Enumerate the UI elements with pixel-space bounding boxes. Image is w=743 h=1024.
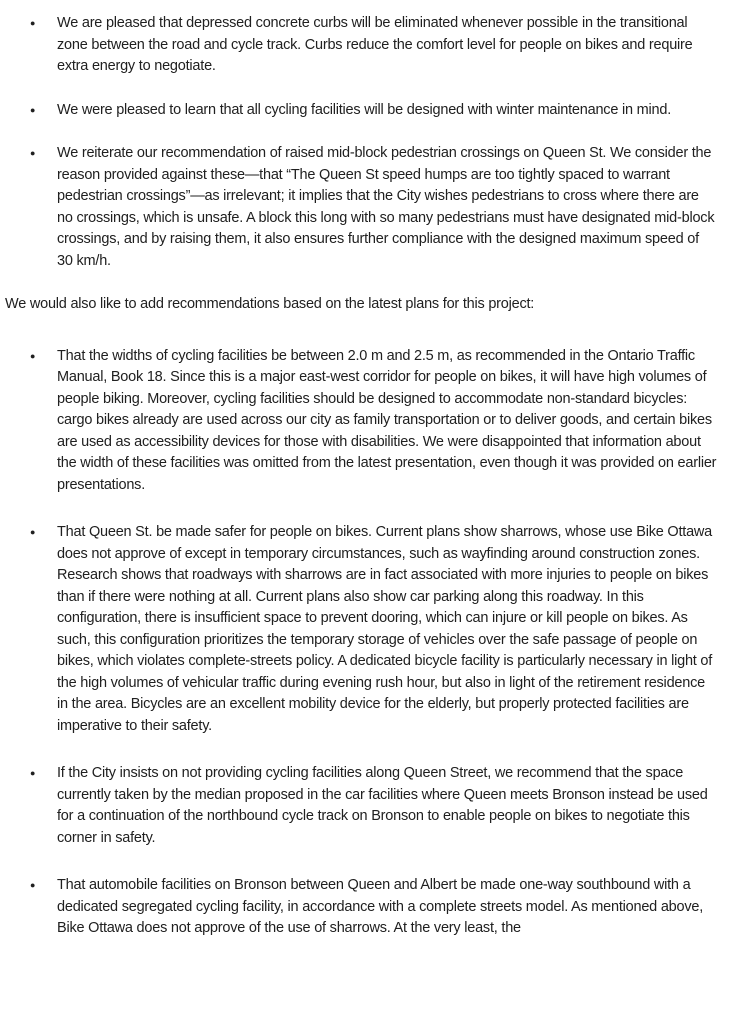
bullet-icon: ● [30, 880, 36, 890]
recommendations-bullet-list [5, 346, 717, 940]
comments-bullet-list [5, 13, 717, 272]
bullet-icon: ● [30, 148, 36, 158]
bullet-icon: ● [30, 768, 36, 778]
bullet-text-facility-widths: That the widths of cycling facilities be between 2.0 m and 2.5 m, as recommended in the Ontario Traffic Manual, Book 18. Since this is a major east-west corridor for people on bikes, it will have high volumes of people biking. Moreover, cycling facilities should be designed to accommodate non-standard bicycles: cargo bikes already are used across our city as family transportation or to deliver goods, and certain bikes are used as accessibility devices for those with disabilities. We were disappointed that information about the width of these facilities was omitted from the latest presentation, even though it was provided on earlier presentations. [57, 347, 717, 493]
intro-paragraph: We would also like to add recommendations based on the latest plans for this project: [5, 296, 535, 312]
bullet-icon: ● [30, 104, 36, 115]
bullet-icon: ● [30, 527, 36, 537]
bullet-icon: ● [30, 18, 36, 28]
bullet-item-bronson-one-way [30, 875, 717, 940]
bullet-text-bronson-median: If the City insists on not providing cycling facilities along Queen Street, we recommend that the space currently taken by the median proposed in the car facilities where Queen meets Bronson instead be used for a continuation of the northbound cycle track on Bronson to enable people on bikes to negotiate this corner in safety. [57, 765, 708, 846]
bullet-text-bronson-one-way: That automobile facilities on Bronson between Queen and Albert be made one-way southbound with a dedicated segregated cycling facility, in accordance with a complete streets model. As mentioned above, Bike Ottawa does not approve of the use of sharrows. At the very least, the [57, 877, 704, 936]
bullet-text-midblock-crossings: We reiterate our recommendation of raised mid-block pedestrian crossings on Queen St. We consider the reason provided against these—that “The Queen St speed humps are too tightly spaced to warrant pedestrian crossings”—as irrelevant; it implies that the City wishes pedestrians to cross where there are no crossings, which is unsafe. A block this long with so many pedestrians must have designated mid-block crossings, and by raising them, it also ensures further compliance with the designed maximum speed of 30 km/h. [57, 145, 715, 269]
bullet-text-curbs: We are pleased that depressed concrete curbs will be eliminated whenever possible in the transitional zone between the road and cycle track. Curbs reduce the comfort level for people on bikes and require extra energy to negotiate. [57, 15, 693, 74]
bullet-item-bronson-median [30, 763, 717, 849]
bullet-icon: ● [30, 350, 36, 361]
bullet-item-queen-st-safety [30, 522, 717, 737]
bullet-item-midblock-crossings [30, 143, 717, 272]
bullet-text-winter-maintenance: We were pleased to learn that all cycling facilities will be designed with winter maintenance in mind. [57, 101, 672, 118]
bullet-item-winter-maintenance [30, 100, 717, 122]
bullet-item-facility-widths [30, 346, 717, 497]
bullet-item-curbs [30, 13, 717, 78]
bullet-text-queen-st-safety: That Queen St. be made safer for people on bikes. Current plans show sharrows, whose use Bike Ottawa does not approve of except in temporary circumstances, such as wayfinding around construction zones. Research shows that roadways with sharrows are in fact associated with more injuries to people on bikes than if there were nothing at all. Current plans also show car parking along this roadway. In this configuration, there is insufficient space to prevent dooring, which can injure or kill people on bikes. As such, this configuration prioritizes the temporary storage of vehicles over the safe passage of people on bikes, which violates complete-streets policy. A dedicated bicycle facility is particularly necessary in light of the high volumes of vehicular traffic during evening rush hour, but also in light of the retirement residence in the area. Bicycles are an excellent mobility device for the elderly, but properly protected facilities are imperative to their safety. [57, 524, 713, 734]
